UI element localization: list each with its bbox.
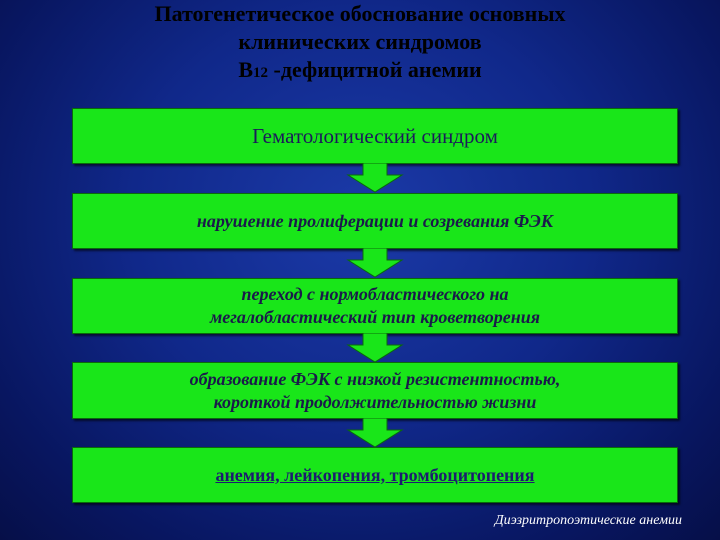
box-1-text: Гематологический синдром [252, 123, 498, 148]
title-subscript: 12 [253, 65, 268, 81]
box-4-text-line-2: короткой продолжительностью жизни [213, 391, 537, 412]
title-line-2: клинических синдромов [238, 29, 482, 54]
box-proliferation-disorder [72, 193, 678, 249]
title-line-3-text: -дефицитной анемии [268, 57, 482, 82]
title-line-3 [40, 56, 680, 87]
box-hematologic-syndrome [72, 108, 678, 164]
slide-title [40, 0, 680, 87]
down-arrow-1 [346, 163, 404, 193]
down-arrow-4 [346, 418, 404, 448]
box-megaloblastic-transition [72, 278, 678, 334]
box-3-text-line-2: мегалобластический тип кроветворения [209, 307, 541, 327]
box-2-text: нарушение пролиферации и созревания ФЭК [196, 210, 554, 231]
down-arrow-3 [346, 333, 404, 363]
title-line-1: Патогенетическое обоснование основных [154, 1, 566, 26]
box-cytopenias [72, 447, 678, 503]
box-5-text: анемия, лейкопения, тромбоцитопения [215, 464, 535, 485]
box-fek-low-resistance [72, 362, 678, 419]
footer-caption: Диэзритропоэтические анемии [494, 513, 682, 528]
down-arrow-2 [346, 248, 404, 278]
box-4-text-line-1: образование ФЭК с низкой резистентностью, [189, 368, 561, 389]
title-b-letter: В [238, 57, 253, 82]
box-3-text-line-1: переход с нормобластического на [241, 284, 509, 304]
